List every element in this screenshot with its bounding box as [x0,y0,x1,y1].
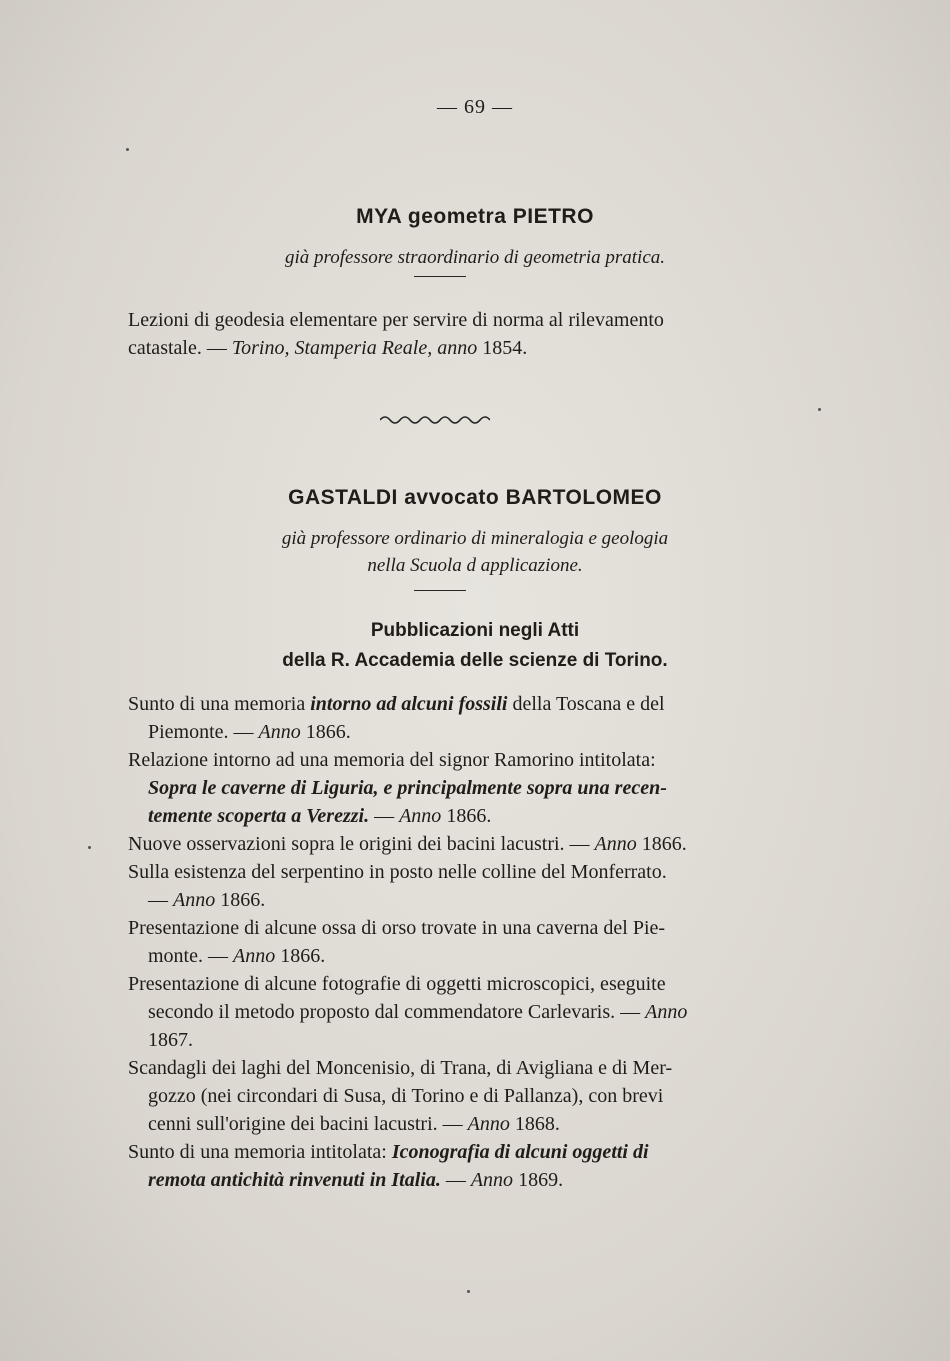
speck [467,1290,470,1293]
entry-line [128,886,752,914]
entry-anno: Anno [645,1001,688,1023]
entry-line [128,802,752,830]
entry-line [128,942,752,970]
entry-anno: Anno [470,1169,514,1191]
entry-gastaldi-5 [128,914,752,970]
author-position-gastaldi-line2: nella Scuola d applicazione. [367,555,583,576]
entry-text: monte. — [148,945,233,967]
short-rule [414,590,466,591]
entry-line: Relazione intorno ad una memoria del signor Ramorino intitolata: [128,749,656,771]
entry-title: remota antichità rinvenuti in Italia. [148,1169,441,1191]
entry-title: intorno ad alcuni fossili [310,693,508,715]
entry-line [128,718,752,746]
author-position-mya: già professore straordinario di geometria pratica. [285,247,665,268]
author-heading-gastaldi: GASTALDI avvocato BARTOLOMEO [288,486,662,509]
entry-year: 1866. [636,833,687,855]
short-rule [414,276,466,277]
entry-text: Nuove osservazioni sopra le origini dei bacini lacustri. — [128,833,595,855]
entry-title: temente scoperta a Verezzi. [148,805,370,827]
entry-mya-1 [128,306,752,362]
entry-year: 1854. [482,337,528,359]
speck [126,148,129,151]
publications-heading: Pubblicazioni negli Atti [370,620,580,641]
entry-line [128,690,752,718]
entry-line: Presentazione di alcune ossa di orso trovate in una caverna del Pie- [128,917,666,939]
entry-year: 1866. [441,805,492,827]
entry-text: — [440,1169,471,1191]
entry-title: Iconografia di alcuni oggetti di [391,1141,649,1163]
entry-anno: Anno [594,833,637,855]
entry-line [128,1110,752,1138]
entry-text: cenni sull'origine dei bacini lacustri. — [148,1113,468,1135]
entry-line [128,1138,752,1166]
entry-text: Sunto di una memoria intitolata: [128,1141,392,1163]
entry-anno: Anno [467,1113,510,1135]
entry-gastaldi-4 [128,858,752,914]
entry-text: — [369,805,400,827]
publications-subheading: della R. Accademia delle scienze di Torino. [282,650,668,671]
entry-year: 1866. [300,721,351,743]
entry-text: Piemonte. — [148,721,259,743]
entry-gastaldi-6 [128,970,752,1054]
entry-text: Sunto di una memoria [128,693,311,715]
entry-line: Scandagli dei laghi del Moncenisio, di Trana, di Avigliana e di Mer- [128,1057,673,1079]
entry-anno: Anno [233,945,276,967]
entry-line: Sulla esistenza del serpentino in posto nelle colline del Monferrato. [128,861,667,883]
entry-gastaldi-2 [128,746,752,830]
entry-line [128,998,752,1026]
entry-line: Lezioni di geodesia elementare per servire di norma al rilevamento [128,309,664,331]
entry-line [128,334,752,362]
wavy-divider [380,414,490,426]
entry-publisher: Torino, Stamperia Reale, anno [231,337,483,359]
speck [88,846,91,849]
author-position-gastaldi-line1: già professore ordinario di mineralogia e geologia [281,528,669,549]
entry-line [128,830,752,858]
entry-year: 1868. [509,1113,560,1135]
entry-gastaldi-3 [128,830,752,858]
speck [818,408,821,411]
entry-gastaldi-8 [128,1138,752,1194]
entry-year: 1867. [148,1029,193,1051]
author-heading-mya: MYA geometra PIETRO [356,205,594,228]
entry-anno: Anno [258,721,301,743]
entry-year: 1869. [513,1169,564,1191]
entry-line: gozzo (nei circondari di Susa, di Torino e di Pallanza), con brevi [148,1085,664,1107]
entry-text: secondo il metodo proposto dal commendatore Carlevaris. — [148,1001,646,1023]
entry-gastaldi-7 [128,1054,752,1138]
entry-text: — [148,889,173,911]
entry-gastaldi-1 [128,690,752,746]
entry-text: della Toscana e del [507,693,665,715]
entry-anno: Anno [399,805,442,827]
entry-line: Presentazione di alcune fotografie di oggetti microscopici, eseguite [128,973,666,995]
entry-title: Sopra le caverne di Liguria, e principalmente sopra una recen- [148,777,667,799]
entry-year: 1866. [275,945,326,967]
entry-line [128,1166,752,1194]
entry-year: 1866. [215,889,266,911]
entry-anno: Anno [173,889,216,911]
entry-text: catastale. — [128,337,232,359]
page-number: — 69 — [437,96,513,118]
